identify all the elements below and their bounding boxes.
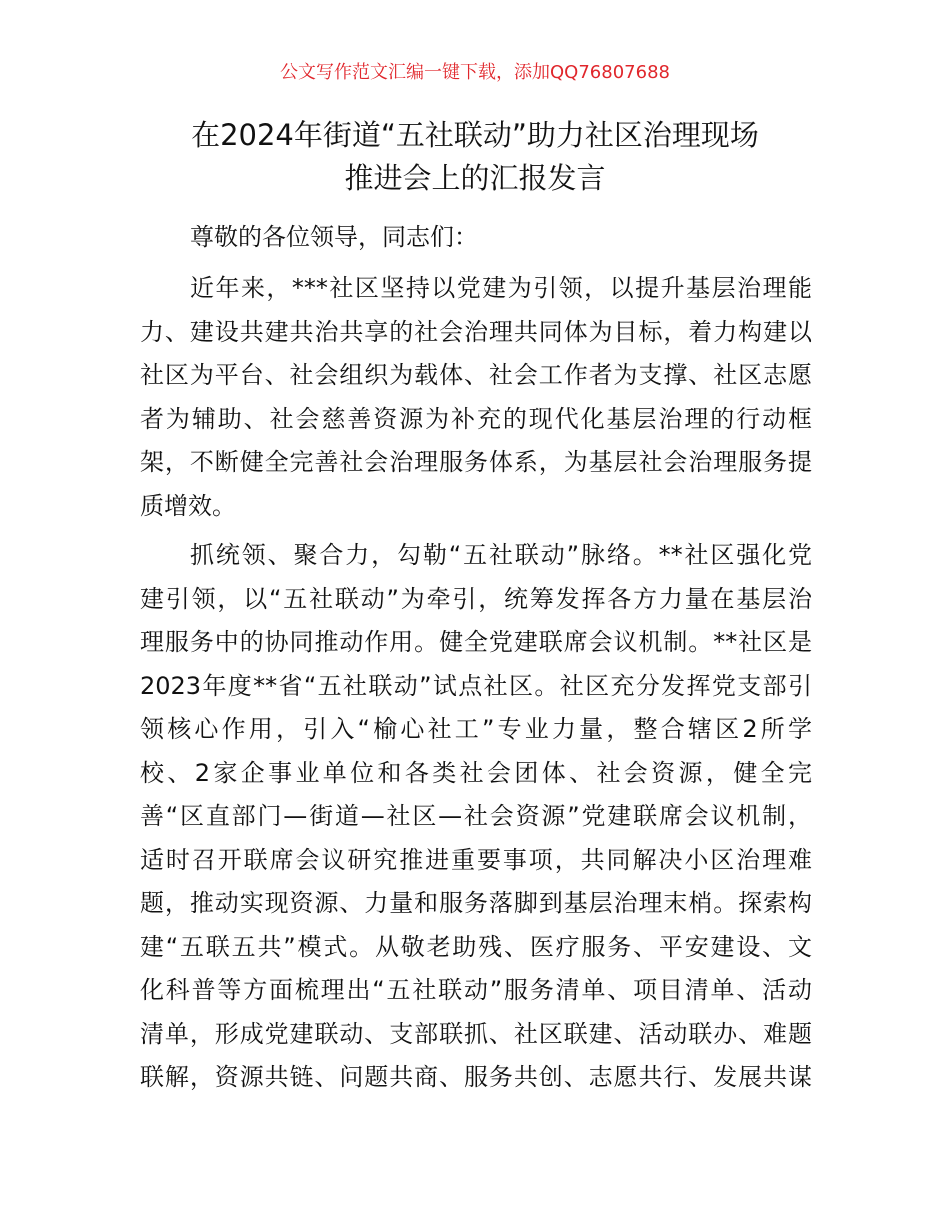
paragraph-2-line: 适时召开联席会议研究推进重要事项，共同解决小区治理难 xyxy=(140,845,812,874)
paragraph-1-line: 力、建设共建共治共享的社会治理共同体为目标，着力构建以 xyxy=(140,317,812,346)
paragraph-2-line: 化科普等方面梳理出“五社联动”服务清单、项目清单、活动 xyxy=(140,976,812,1004)
paragraph-2-line: 联解，资源共链、问题共商、服务共创、志愿共行、发展共谋 xyxy=(140,1063,812,1091)
paragraph-1-line: 近年来，***社区坚持以党建为引领，以提升基层治理能 xyxy=(190,274,812,302)
greeting: 尊敬的各位领导，同志们： xyxy=(190,223,478,251)
title-line-2: 推进会上的汇报发言 xyxy=(344,161,606,195)
watermark-download-notice: 公文写作范文汇编一键下载，添加QQ76807688 xyxy=(280,62,670,83)
paragraph-2-line: 建引领，以“五社联动”为牵引，统筹发挥各方力量在基层治 xyxy=(140,584,812,613)
paragraph-2-line: 抓统领、聚合力，勾勒“五社联动”脉络。**社区强化党 xyxy=(190,541,812,569)
paragraph-2-line: 2023年度**省“五社联动”试点社区。社区充分发挥党支部引 xyxy=(140,671,812,700)
paragraph-2-line: 领核心作用，引入“榆心社工”专业力量，整合辖区2所学 xyxy=(140,715,812,743)
paragraph-1-line: 者为辅助、社会慈善资源为补充的现代化基层治理的行动框 xyxy=(140,404,812,433)
title-line-1: 在2024年街道“五社联动”助力社区治理现场 xyxy=(191,118,759,152)
paragraph-2-line: 校、2家企事业单位和各类社会团体、社会资源，健全完 xyxy=(140,758,812,787)
paragraph-2-line: 清单，形成党建联动、支部联抓、社区联建、活动联办、难题 xyxy=(140,1019,812,1048)
paragraph-1-line: 架，不断健全完善社会治理服务体系，为基层社会治理服务提 xyxy=(140,448,812,476)
paragraph-1-line: 社区为平台、社会组织为载体、社会工作者为支撑、社区志愿 xyxy=(140,361,812,389)
paragraph-2-line: 理服务中的协同推动作用。健全党建联席会议机制。**社区是 xyxy=(140,628,812,656)
document-title xyxy=(130,114,820,200)
paragraph-2-line: 题，推动实现资源、力量和服务落脚到基层治理末梢。探索构 xyxy=(140,889,812,917)
paragraph-2-line: 建“五联五共”模式。从敬老助残、医疗服务、平安建设、文 xyxy=(140,932,812,961)
paragraph-2-line: 善“区直部门—街道—社区—社会资源”党建联席会议机制， xyxy=(140,802,812,830)
paragraph-1-line: 质增效。 xyxy=(140,491,236,520)
